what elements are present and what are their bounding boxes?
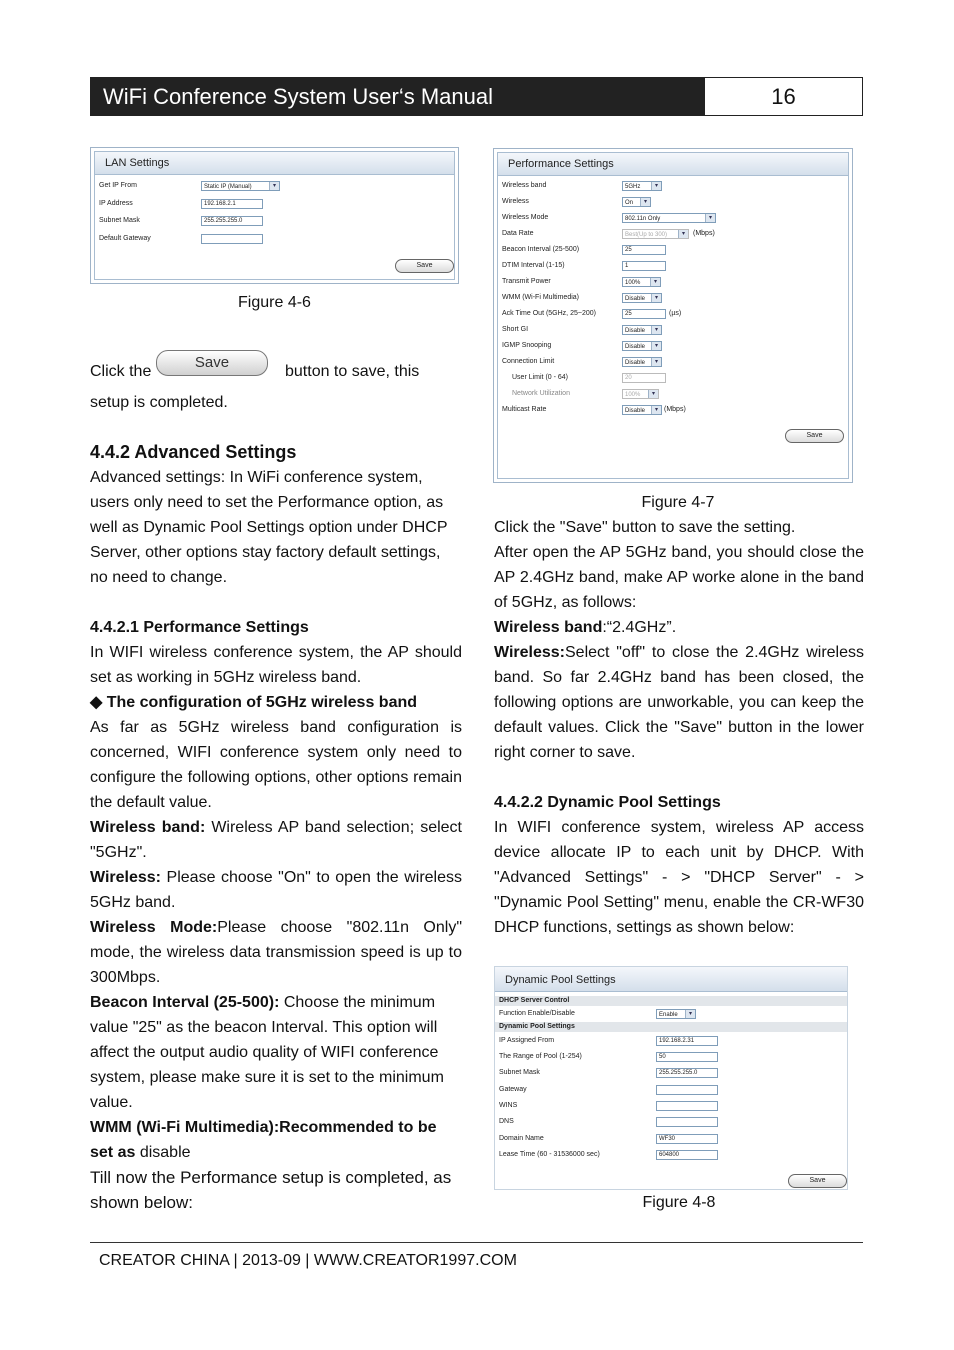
dyn-row-label: DNS [499,1118,514,1125]
multicast-rate-select[interactable]: Disable ▾ [622,405,662,415]
paragraph: In WIFI conference system, wireless AP access device allocate IP to each unit by DHCP. With "Advanced Settings" - > "DHCP Server" - > "Dynamic Pool Setting" menu, enable the CR-WF30 DHCP functions, settings as shown below: [494,819,864,936]
perf-row-label: Short GI [502,326,529,333]
click-save-text: button to save, this [285,363,420,380]
paragraph: In WIFI wireless conference system, the AP should set as working in 5GHz wireless band. [90,644,462,686]
paragraph: As far as 5GHz wireless band configuration is concerned, WIFI conference system only need to configure the following options, other options remain the default value. [90,719,462,811]
perf-row-label: Beacon Interval (25-500) [502,246,580,253]
performance-settings-title: Performance Settings [498,153,848,176]
subnet-mask-input[interactable]: 255.255.255.0 [656,1068,718,1078]
subnet-mask-input[interactable]: 255.255.255.0 [201,216,263,226]
perf-row-label: IGMP Snooping [502,342,552,349]
perf-row-label: WMM (Wi-Fi Multimedia) [502,294,579,301]
wireless-select[interactable]: On ▾ [622,197,651,207]
paragraph: Wireless:Select "off" to close the 2.4GHz wireless band. So far 2.4GHz band has been closed, the following options are unworkable, you can keep the default values. Click the "Save" button in the lower right corner to save. [494,644,864,761]
wireless-mode-select[interactable]: 802.11n Only ▾ [622,213,716,223]
save-button[interactable]: Save [395,259,454,273]
beacon-interval-input[interactable]: 25 [622,245,666,255]
dyn-row-label: The Range of Pool (1-254) [499,1053,582,1060]
paragraph: Click the "Save" button to save the setting. [494,519,796,536]
chevron-down-icon: ▾ [651,358,661,366]
click-save-text: Click the [90,363,152,380]
chevron-down-icon: ▾ [651,342,661,350]
dyn-row-label: Domain Name [499,1135,544,1142]
paragraph: WMM (Wi-Fi Multimedia):Recommended to be set as disable [90,1119,437,1161]
paragraph: Advanced settings: In WiFi conference system, users only need to set the Performance option, as well as Dynamic Pool Settings option under DHCP Server, other options stay factory default settings, no need to change. [90,469,448,586]
chevron-down-icon: ▾ [650,278,660,286]
subsection-heading: 4.4.2.1 Performance Settings [90,619,309,636]
network-utilization-select[interactable]: 100% ▾ [622,389,659,399]
page-header [90,77,863,116]
save-button[interactable]: Save [788,1174,847,1188]
wireless-band-select[interactable]: 5GHz ▾ [622,181,662,191]
chevron-down-icon: ▾ [685,1010,695,1018]
section-heading: 4.4.2 Advanced Settings [90,442,297,462]
chevron-down-icon: ▾ [705,214,715,222]
ip-address-input[interactable]: 192.168.2.1 [201,199,263,209]
chevron-down-icon: ▾ [648,390,658,398]
lan-settings-figure [90,147,459,284]
dyn-row-label: Lease Time (60 - 31536000 sec) [499,1151,600,1158]
user-limit-input[interactable]: 20 [622,373,666,383]
unit-label: (µs) [669,310,682,317]
perf-row-label: Network Utilization [512,390,570,397]
unit-label: (Mbps) [664,406,686,413]
paragraph: Wireless: Please choose "On" to open the wireless 5GHz band. [90,869,462,911]
dyn-row-label: Gateway [499,1086,527,1093]
wins-input[interactable] [656,1101,718,1111]
gateway-input[interactable] [656,1085,718,1095]
paragraph: Till now the Performance setup is completed, as shown below: [90,1168,452,1212]
perf-row-label: Wireless band [502,182,547,189]
igmp-snooping-select[interactable]: Disable ▾ [622,341,662,351]
paragraph: Wireless band: Wireless AP band selection; select "5GHz". [90,819,462,861]
chevron-down-icon: ▾ [640,198,650,206]
dynamic-pool-settings-figure [494,966,848,1190]
bullet-heading: ◆ The configuration of 5GHz wireless band [90,694,418,711]
figure-caption: Figure 4-6 [238,294,311,311]
perf-row-label: Multicast Rate [502,406,547,413]
page-number: 16 [705,78,862,115]
dyn-row-label: Subnet Mask [499,1069,540,1076]
unit-label: (Mbps) [693,230,715,237]
short-gi-select[interactable]: Disable ▾ [622,325,662,335]
ack-timeout-input[interactable]: 25 [622,309,666,319]
transmit-power-select[interactable]: 100% ▾ [622,277,661,287]
perf-row-label: Connection Limit [502,358,555,365]
dyn-row-label: Function Enable/Disable [499,1010,575,1017]
ip-assigned-from-input[interactable]: 192.168.2.31 [656,1036,718,1046]
perf-row-label: Wireless Mode [502,214,549,221]
figure-caption: Figure 4-8 [642,1194,716,1211]
lease-time-input[interactable]: 604800 [656,1150,718,1160]
chevron-down-icon: ▾ [678,230,688,238]
save-button-image: Save [156,350,268,376]
dyn-row-label: WINS [499,1102,518,1109]
performance-settings-figure [493,148,853,483]
dhcp-server-control-band: DHCP Server Control [495,996,847,1006]
dyn-row-label: IP Assigned From [499,1037,555,1044]
dynamic-pool-title: Dynamic Pool Settings [495,967,847,992]
save-button[interactable]: Save [785,429,844,443]
data-rate-select[interactable]: Best(Up to 300) ▾ [622,229,689,239]
chevron-down-icon: ▾ [651,182,661,190]
perf-row-label: DTIM Interval (1-15) [502,262,565,269]
chevron-down-icon: ▾ [651,326,661,334]
lan-row-label: Default Gateway [99,235,151,242]
perf-row-label: Ack Time Out (5GHz, 25~200) [502,310,596,317]
page-footer: CREATOR CHINA | 2013-09 | WWW.CREATOR1997.COM [99,1252,517,1269]
lan-row-label: Get IP From [99,182,137,189]
pool-range-input[interactable]: 50 [656,1052,718,1062]
connection-limit-select[interactable]: Disable ▾ [622,357,662,367]
paragraph: After open the AP 5GHz band, you should close the AP 2.4GHz band, make AP worke alone in the band of 5GHz, as follows: [494,544,864,611]
perf-row-label: Wireless [502,198,529,205]
ip-from-select[interactable]: Static IP (Manual) ▾ [201,181,280,191]
paragraph: Beacon Interval (25-500): Choose the minimum value "25" as the beacon Interval. This option will affect the output audio quality of WIFI conference system, please make sure it is set to the minimum value. [90,994,444,1111]
lan-row-label: IP Address [99,200,133,207]
footer-rule [90,1242,863,1243]
perf-row-label: Data Rate [502,230,534,237]
lan-settings-title: LAN Settings [95,152,454,175]
paragraph: Wireless band:“2.4GHz”. [494,619,677,636]
lan-row-label: Subnet Mask [99,217,140,224]
domain-name-input[interactable]: WF30 [656,1134,718,1144]
chevron-down-icon: ▾ [651,294,661,302]
subsection-heading: 4.4.2.2 Dynamic Pool Settings [494,794,721,811]
default-gateway-input[interactable] [201,234,263,244]
dns-input[interactable] [656,1117,718,1127]
function-enable-select[interactable]: Enable ▾ [656,1009,696,1019]
perf-row-label: User Limit (0 - 64) [512,374,569,381]
dtim-interval-input[interactable]: 1 [622,261,666,271]
chevron-down-icon: ▾ [269,182,279,190]
chevron-down-icon: ▾ [651,406,661,414]
wmm-select[interactable]: Disable ▾ [622,293,662,303]
manual-title: WiFi Conference System User‘s Manual [91,78,705,115]
dynamic-pool-settings-band: Dynamic Pool Settings [495,1022,847,1032]
paragraph: Wireless Mode:Please choose "802.11n Only" mode, the wireless data transmission speed is up to 300Mbps. [90,919,463,986]
figure-caption: Figure 4-7 [641,494,715,511]
click-save-text: setup is completed. [90,394,228,411]
perf-row-label: Transmit Power [502,278,551,285]
